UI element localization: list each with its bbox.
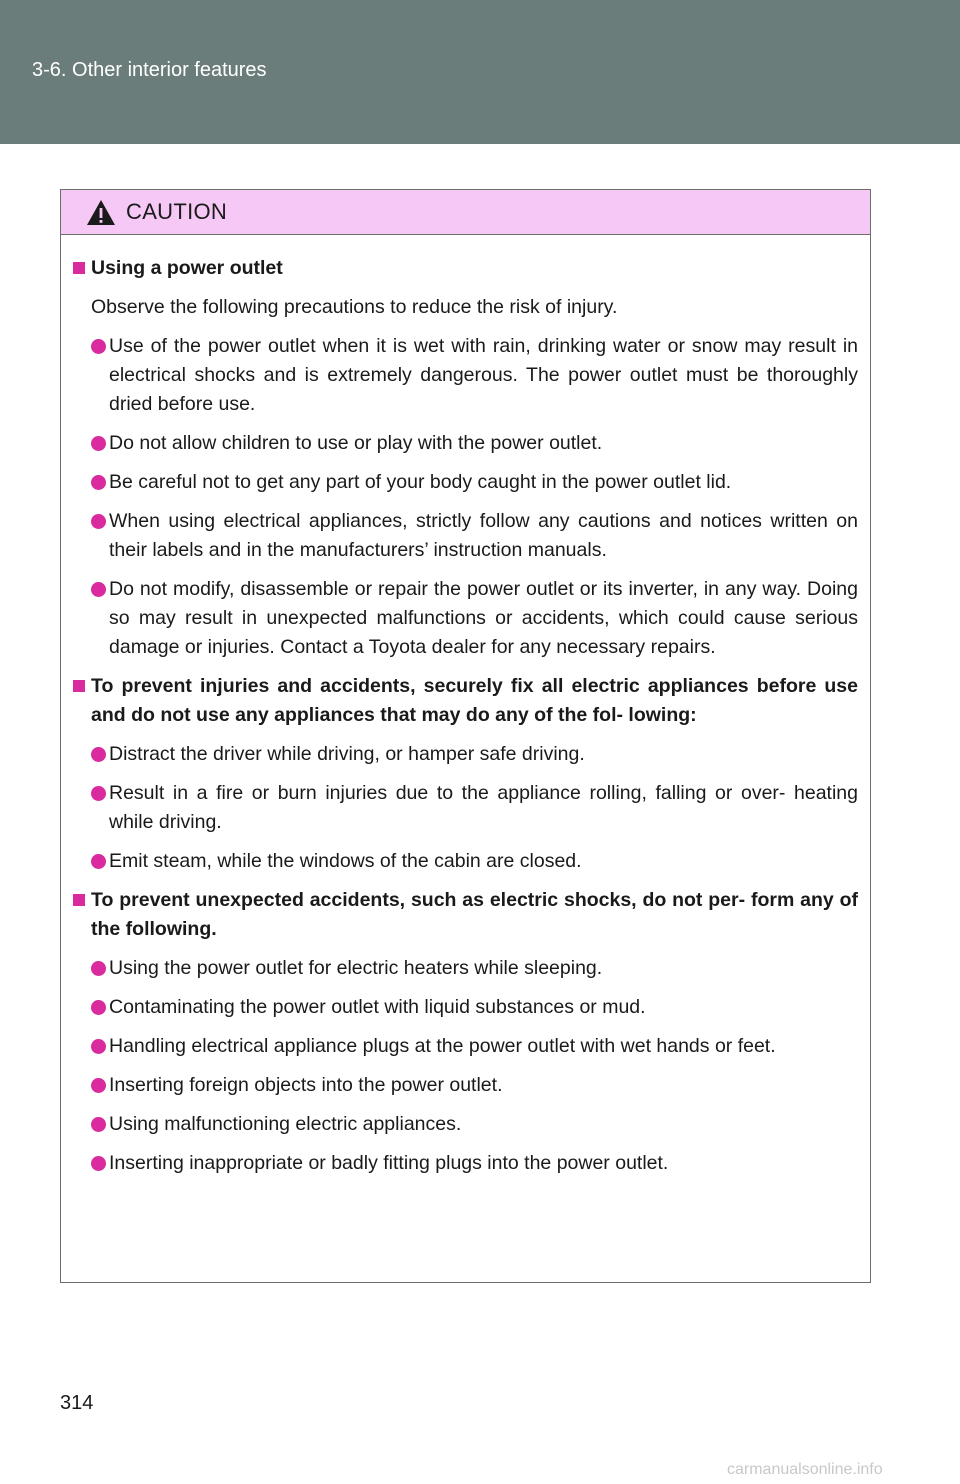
bullet-item-text: When using electrical appliances, strictly follow any cautions and notices written on their labels and in the manufacturers’ instruction manuals. xyxy=(109,510,858,561)
bullet-item xyxy=(73,1110,858,1139)
bullet-item xyxy=(73,847,858,876)
round-bullet-icon xyxy=(91,1000,106,1015)
caution-title: CAUTION xyxy=(126,199,228,224)
section-intro: Observe the following precautions to reduce the risk of injury. xyxy=(91,296,618,318)
round-bullet-icon xyxy=(91,961,106,976)
bullet-item-text: Do not modify, disassemble or repair the power outlet or its inverter, in any way. Doing so may result in unexpected malfunctions or accidents, which could cause serious damage or injuries. Contact a Toyota dealer for any necessary repairs. xyxy=(109,578,858,658)
round-bullet-icon xyxy=(91,475,106,490)
bullet-item-text: Inserting inappropriate or badly fitting plugs into the power outlet. xyxy=(109,1152,669,1174)
bullet-item-text: Contaminating the power outlet with liquid substances or mud. xyxy=(109,996,646,1018)
caution-body xyxy=(61,235,870,1178)
round-bullet-icon xyxy=(91,1078,106,1093)
round-bullet-icon xyxy=(91,1117,106,1132)
round-bullet-icon xyxy=(91,747,106,762)
warning-triangle-icon xyxy=(86,199,116,226)
round-bullet-icon xyxy=(91,514,106,529)
bullet-item xyxy=(73,1071,858,1100)
bullet-item-text: Be careful not to get any part of your body caught in the power outlet lid. xyxy=(109,471,732,493)
square-bullet-icon xyxy=(73,680,85,692)
bullet-item-text: Using the power outlet for electric heaters while sleeping. xyxy=(109,957,603,979)
bullet-item xyxy=(73,332,858,419)
bullet-item-text: Result in a fire or burn injuries due to the appliance rolling, falling or over- heating while driving. xyxy=(109,782,858,833)
round-bullet-icon xyxy=(91,854,106,869)
bullet-item xyxy=(73,468,858,497)
bullet-item xyxy=(73,1149,858,1178)
bullet-item xyxy=(73,954,858,983)
bullet-item xyxy=(73,507,858,565)
section-breadcrumb: 3-6. Other interior features xyxy=(32,59,267,81)
section-heading xyxy=(73,254,858,283)
footer-watermark: carmanualsonline.info xyxy=(727,1461,883,1478)
round-bullet-icon xyxy=(91,436,106,451)
square-bullet-icon xyxy=(73,894,85,906)
round-bullet-icon xyxy=(91,786,106,801)
page-number: 314 xyxy=(60,1392,94,1414)
round-bullet-icon xyxy=(91,1039,106,1054)
caution-header xyxy=(61,190,870,235)
bullet-item xyxy=(73,1032,858,1061)
section-heading xyxy=(73,672,858,730)
round-bullet-icon xyxy=(91,1156,106,1171)
section-heading xyxy=(73,886,858,944)
bullet-item-text: Using malfunctioning electric appliances. xyxy=(109,1113,462,1135)
caution-box xyxy=(60,189,871,1283)
bullet-item-text: Use of the power outlet when it is wet with rain, drinking water or snow may result in electrical shocks and is extremely dangerous. The power outlet must be thoroughly dried before use. xyxy=(109,335,858,415)
bullet-item-text: Handling electrical appliance plugs at the power outlet with wet hands or feet. xyxy=(109,1035,776,1057)
round-bullet-icon xyxy=(91,339,106,354)
bullet-item xyxy=(73,993,858,1022)
section-heading-text: To prevent unexpected accidents, such as electric shocks, do not per- form any of the following. xyxy=(91,889,858,940)
bullet-item-text: Emit steam, while the windows of the cabin are closed. xyxy=(109,850,582,872)
square-bullet-icon xyxy=(73,262,85,274)
section-heading-text: To prevent injuries and accidents, securely fix all electric appliances before use and do not use any appliances that may do any of the fol- lowing: xyxy=(91,675,858,726)
bullet-item xyxy=(73,429,858,458)
bullet-item xyxy=(73,740,858,769)
bullet-item-text: Do not allow children to use or play with the power outlet. xyxy=(109,432,603,454)
round-bullet-icon xyxy=(91,582,106,597)
bullet-item-text: Inserting foreign objects into the power outlet. xyxy=(109,1074,503,1096)
bullet-item-text: Distract the driver while driving, or hamper safe driving. xyxy=(109,743,585,765)
page-header xyxy=(0,0,960,144)
section-heading-text: Using a power outlet xyxy=(91,257,283,279)
bullet-item xyxy=(73,779,858,837)
bullet-item xyxy=(73,575,858,662)
